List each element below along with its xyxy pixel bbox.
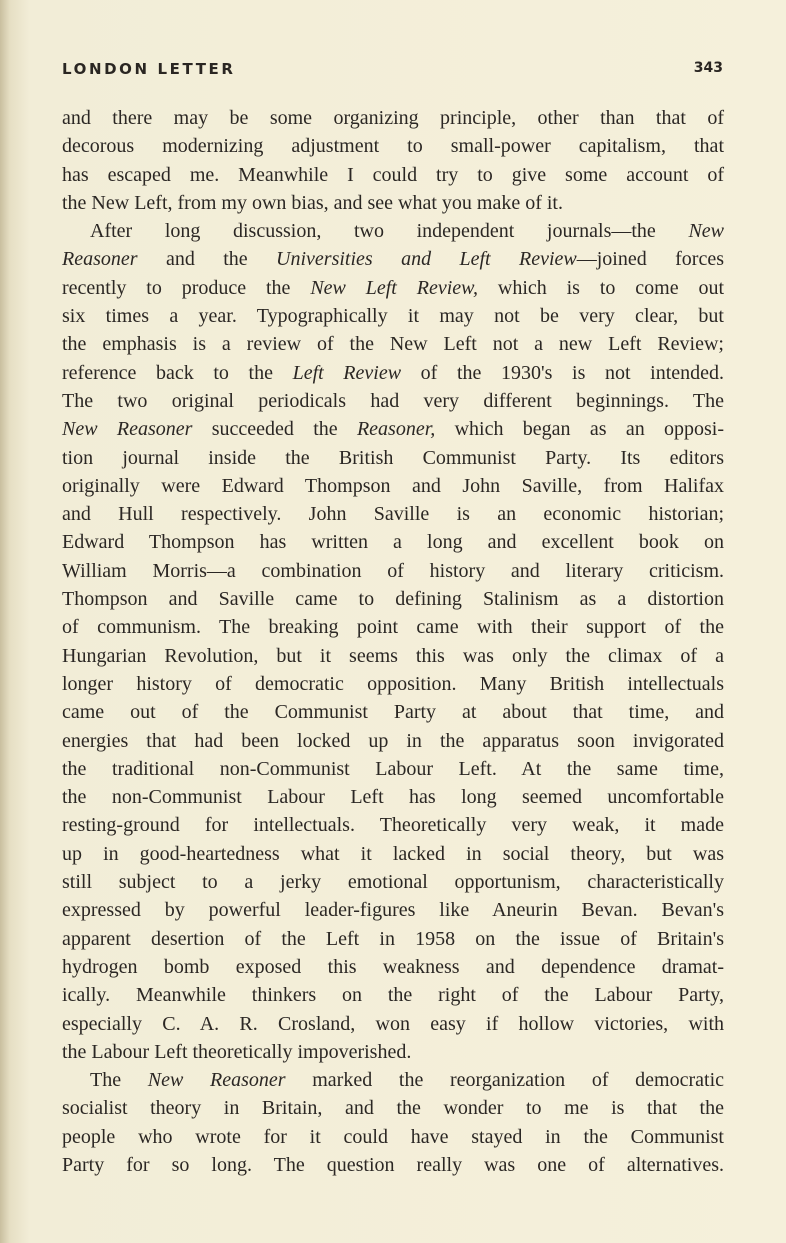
text-segment: and Hull respectively. John Saville is an economic historian; [62,503,724,526]
italic-title: Left Review [292,361,402,384]
text-line [62,727,724,755]
text-line [62,528,724,556]
text-line [62,415,724,443]
text-segment: still subject to a jerky emotional opportunism, characteristically [62,871,724,894]
running-head: LONDON LETTER [62,60,236,78]
text-segment: which is to come out [478,276,725,299]
text-line [62,1094,724,1122]
text-segment: energies that had been locked up in the apparatus soon invigorated [62,729,724,752]
text-segment: apparent desertion of the Left in 1958 on the issue of Britain's [62,927,724,950]
text-line [62,557,724,585]
italic-title: New Reasoner [62,418,193,441]
text-segment: originally were Edward Thompson and John Saville, from Halifax [62,474,724,497]
text-line [62,811,724,839]
text-segment: tion journal inside the British Communist Party. Its editors [62,446,724,469]
text-line [62,302,724,330]
text-segment: and the [137,248,277,271]
text-segment: resting-ground for intellectuals. Theoretically very weak, it made [62,814,724,837]
text-line [62,896,724,924]
text-line [62,500,724,528]
text-line [62,444,724,472]
italic-title: Reasoner, [356,418,436,441]
text-line [62,132,724,160]
text-segment: the traditional non-Communist Labour Left. At the same time, [62,757,724,780]
text-line [62,245,724,273]
text-line [62,642,724,670]
text-segment: Edward Thompson has written a long and excellent book on [62,531,724,554]
text-segment: expressed by powerful leader-figures like Aneurin Bevan. Bevan's [62,899,724,922]
text-segment: After long discussion, two independent journals—the [90,220,689,243]
text-line [62,330,724,358]
text-line [62,613,724,641]
text-segment: of the 1930's is not intended. [401,361,725,384]
text-line [62,953,724,981]
text-line [62,585,724,613]
text-line [62,1151,724,1179]
text-segment: Hungarian Revolution, but it seems this was only the climax of a [62,644,724,667]
text-line [62,755,724,783]
text-segment: the emphasis is a review of the New Left not a new Left Review; [62,333,724,356]
text-segment: The two original periodicals had very different beginnings. The [62,389,724,412]
text-segment: the Labour Left theoretically impoverished. [62,1040,412,1063]
text-line [62,104,724,132]
text-segment: six times a year. Typographically it may not be very clear, but [62,305,724,328]
italic-title: Universities and Left Review [276,248,577,271]
text-segment: and there may be some organizing principle, other than that of [62,107,724,129]
italic-title: New [688,220,724,243]
text-segment: especially C. A. R. Crosland, won easy if hollow victories, with [62,1012,724,1035]
page-number: 343 [693,60,723,76]
text-segment: the New Left, from my own bias, and see what you make of it. [62,191,563,214]
body-text [62,104,724,1179]
text-segment: ically. Meanwhile thinkers on the right of the Labour Party, [62,984,724,1007]
text-line [62,217,724,245]
text-segment: longer history of democratic opposition. Many British intellectuals [62,672,724,695]
text-line [62,472,724,500]
text-line [62,925,724,953]
text-segment: William Morris—a combination of history and literary criticism. [62,559,724,582]
text-segment: recently to produce the [62,276,311,299]
text-line [62,189,724,217]
italic-title: New Left Review, [310,276,478,299]
text-segment: —joined forces [576,248,724,271]
text-segment: Party for so long. The question really was one of alternatives. [62,1153,724,1176]
text-segment: succeeded the [192,418,357,441]
text-line [62,1038,724,1066]
text-segment: people who wrote for it could have stayed in the Communist [62,1125,724,1148]
text-line [62,387,724,415]
text-line [62,981,724,1009]
text-segment: of communism. The breaking point came with their support of the [62,616,724,639]
text-segment: has escaped me. Meanwhile I could try to give some account of [62,163,724,186]
italic-title: New Reasoner [147,1069,286,1092]
text-segment: socialist theory in Britain, and the wonder to me is that the [62,1097,724,1120]
text-line [62,698,724,726]
text-line [62,359,724,387]
text-line [62,868,724,896]
text-segment: hydrogen bomb exposed this weakness and dependence dramat- [62,955,724,978]
text-line [62,1066,724,1094]
text-segment: Thompson and Saville came to defining Stalinism as a distortion [62,588,724,611]
italic-title: Reasoner [62,248,138,271]
text-segment: which began as an opposi- [435,418,725,441]
text-line [62,274,724,302]
text-segment: up in good-heartedness what it lacked in social theory, but was [62,842,724,865]
text-segment: the non-Communist Labour Left has long seemed uncomfortable [62,786,724,809]
text-segment: came out of the Communist Party at about that time, and [62,701,724,724]
text-line [62,783,724,811]
text-line [62,1123,724,1151]
text-segment: marked the reorganization of democratic [285,1069,725,1092]
text-line [62,161,724,189]
text-line [62,670,724,698]
text-segment: decorous modernizing adjustment to small-power capitalism, that [62,135,724,158]
text-line [62,1010,724,1038]
text-segment: reference back to the [62,361,293,384]
text-segment: The [90,1069,148,1092]
text-line [62,840,724,868]
